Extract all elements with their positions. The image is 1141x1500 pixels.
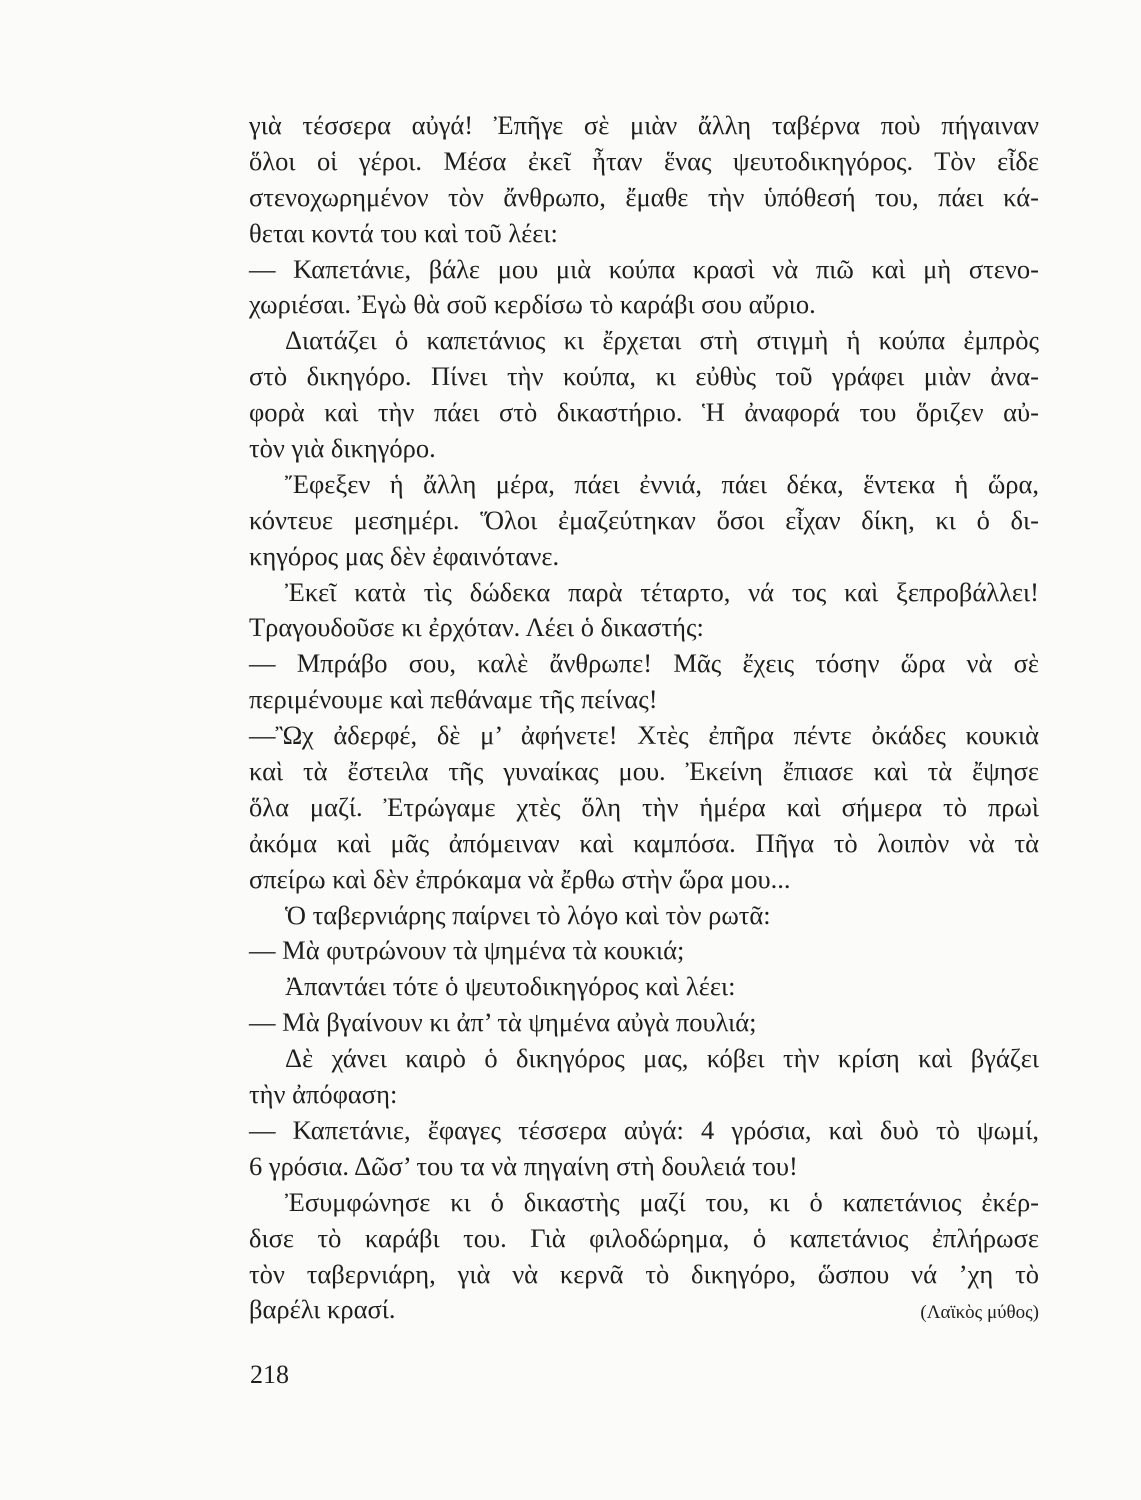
text-line: φορὰ καὶ τὴν πάει στὸ δικαστήριο. Ἡ ἀναφορά του ὅριζεν αὐ- — [249, 397, 1039, 428]
text-line: θεται κοντά του καὶ τοῦ λέει: — [249, 217, 558, 248]
source-attribution: (Λαϊκὸς μύθος) — [920, 1302, 1039, 1324]
text-line: στενοχωρημένον τὸν ἄνθρωπο, ἔμαθε τὴν ὑπόθεσή του, πάει κά- — [249, 181, 1039, 212]
text-line: Ἔφεξεν ἡ ἄλλη μέρα, πάει ἐννιά, πάει δέκα, ἕντεκα ἡ ὥρα, — [285, 468, 1039, 499]
text-line: — Μὰ βγαίνουν κι ἀπ’ τὰ ψημένα αὐγὰ πουλιά; — [249, 1007, 757, 1038]
text-line: ὅλα μαζί. Ἐτρώγαμε χτὲς ὅλη τὴν ἡμέρα καὶ σήμερα τὸ πρωὶ — [249, 791, 1039, 822]
text-line: Διατάζει ὁ καπετάνιος κι ἔρχεται στὴ στιγμὴ ἡ κούπα ἐμπρὸς — [285, 325, 1039, 356]
story-text — [249, 108, 1039, 1328]
text-line: κηγόρος μας δὲν ἐφαινότανε. — [249, 540, 560, 571]
text-line: βαρέλι κρασί. — [249, 1294, 396, 1325]
text-line: γιὰ τέσσερα αὐγά! Ἐπῆγε σὲ μιὰν ἄλλη ταβέρνα ποὺ πήγαιναν — [249, 110, 1039, 140]
text-line: Ἐκεῖ κατὰ τὶς δώδεκα παρὰ τέταρτο, νά τος καὶ ξεπροβάλλει! — [285, 576, 1039, 607]
text-line: — Καπετάνιε, ἔφαγες τέσσερα αὐγά: 4 γρόσια, καὶ δυὸ τὸ ψωμί, — [249, 1114, 1039, 1145]
text-line: σπείρω καὶ δὲν ἐπρόκαμα νὰ ἔρθω στὴν ὥρα μου... — [249, 863, 791, 894]
text-line: τὸν ταβερνιάρη, γιὰ νὰ κερνᾶ τὸ δικηγόρο, ὥσπου νά ’χη τὸ — [249, 1258, 1039, 1289]
text-line: — Μπράβο σου, καλὲ ἄνθρωπε! Μᾶς ἔχεις τόσην ὥρα νὰ σὲ — [249, 648, 1039, 679]
text-line: Ὁ ταβερνιάρης παίρνει τὸ λόγο καὶ τὸν ρωτᾶ: — [285, 899, 771, 930]
text-line: Δὲ χάνει καιρὸ ὁ δικηγόρος μας, κόβει τὴν κρίση καὶ βγάζει — [285, 1043, 1039, 1074]
text-line: ὅλοι οἱ γέροι. Μέσα ἐκεῖ ἦταν ἕνας ψευτοδικηγόρος. Τὸν εἶδε — [249, 145, 1039, 176]
text-line: —Ὢχ ἀδερφέ, δὲ μ’ ἀφήνετε! Χτὲς ἐπῆρα πέντε ὀκάδες κουκιὰ — [249, 720, 1039, 751]
text-line: Ἀπαντάει τότε ὁ ψευτοδικηγόρος καὶ λέει: — [285, 971, 736, 1002]
text-line: ἀκόμα καὶ μᾶς ἀπόμειναν καὶ καμπόσα. Πῆγα τὸ λοιπὸν νὰ τὰ — [249, 827, 1039, 858]
final-line-row — [249, 1292, 1039, 1328]
text-line: Ἐσυμφώνησε κι ὁ δικαστὴς μαζί του, κι ὁ καπετάνιος ἐκέρ- — [285, 1186, 1039, 1217]
page-number: 218 — [250, 1360, 289, 1389]
text-line: στὸ δικηγόρο. Πίνει τὴν κούπα, κι εὐθὺς τοῦ γράφει μιὰν ἀνα- — [249, 361, 1039, 392]
text-line: — Καπετάνιε, βάλε μου μιὰ κούπα κρασὶ νὰ πιῶ καὶ μὴ στενο- — [249, 253, 1039, 284]
text-line: τὴν ἀπόφαση: — [249, 1079, 398, 1110]
text-line: Τραγουδοῦσε κι ἐρχόταν. Λέει ὁ δικαστής: — [249, 612, 704, 643]
text-line: — Μὰ φυτρώνουν τὰ ψημένα τὰ κουκιά; — [249, 935, 685, 966]
text-line: 6 γρόσια. Δῶσ’ του τα νὰ πηγαίνη στὴ δουλειά του! — [249, 1150, 798, 1181]
text-line: κόντευε μεσημέρι. Ὅλοι ἐμαζεύτηκαν ὅσοι εἶχαν δίκη, κι ὁ δι- — [249, 504, 1039, 535]
text-line: χωριέσαι. Ἐγὼ θὰ σοῦ κερδίσω τὸ καράβι σου αὔριο. — [249, 289, 816, 320]
text-line: περιμένουμε καὶ πεθάναμε τῆς πείνας! — [249, 684, 658, 715]
text-line: καὶ τὰ ἔστειλα τῆς γυναίκας μου. Ἐκείνη ἔπιασε καὶ τὰ ἔψησε — [249, 756, 1039, 787]
text-line: δισε τὸ καράβι του. Γιὰ φιλοδώρημα, ὁ καπετάνιος ἐπλήρωσε — [249, 1222, 1039, 1253]
text-line: τὸν γιὰ δικηγόρο. — [249, 433, 436, 464]
